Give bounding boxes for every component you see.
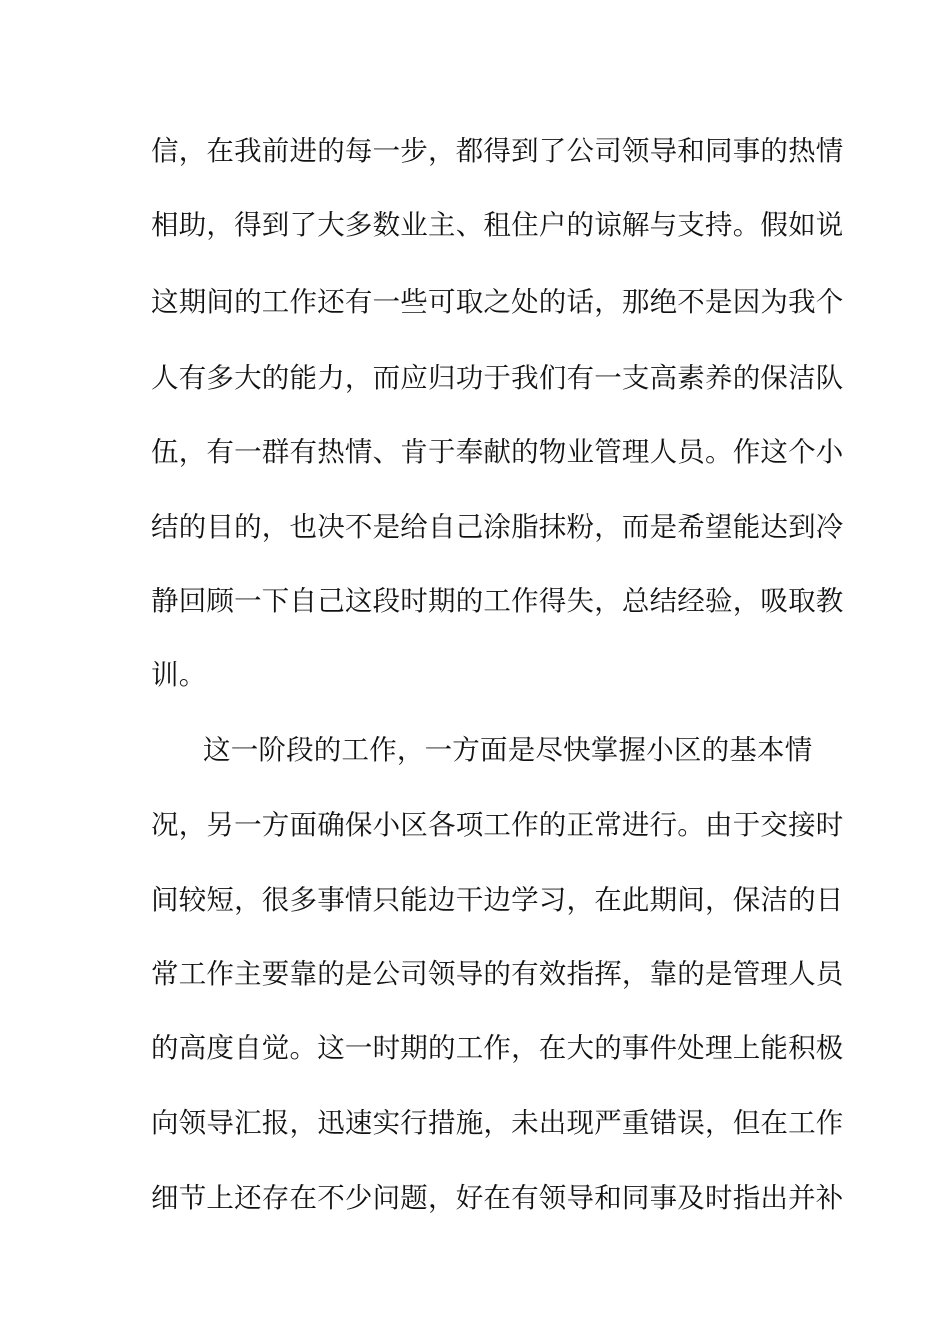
paragraph-line: 伍，有一群有热情、肯于奉献的物业管理人员。作这个小 [151,436,844,468]
paragraph-line: 的高度自觉。这一时期的工作，在大的事件处理上能积极 [151,1032,844,1064]
paragraph-line: 相助，得到了大多数业主、租住户的谅解与支持。假如说 [151,209,844,241]
paragraph-line: 人有多大的能力，而应归功于我们有一支高素养的保洁队 [151,362,844,394]
paragraph-line: 况，另一方面确保小区各项工作的正常进行。由于交接时 [151,809,844,841]
paragraph-line: 信，在我前进的每一步，都得到了公司领导和同事的热情 [151,135,844,167]
paragraph-line: 细节上还存在不少问题，好在有领导和同事及时指出并补 [151,1182,844,1214]
paragraph-line: 静回顾一下自己这段时期的工作得失，总结经验，吸取教 [151,585,844,617]
paragraph-line: 向领导汇报，迅速实行措施，未出现严重错误，但在工作 [151,1107,844,1139]
paragraph-line: 常工作主要靠的是公司领导的有效指挥，靠的是管理人员 [151,958,844,990]
paragraph-line: 间较短，很多事情只能边干边学习，在此期间，保洁的日 [151,884,844,916]
paragraph-first-line: 这一阶段的工作，一方面是尽快掌握小区的基本情 [203,734,813,766]
paragraph-line: 训。 [151,659,207,691]
paragraph-line: 这期间的工作还有一些可取之处的话，那绝不是因为我个 [151,286,844,318]
paragraph-line: 结的目的，也决不是给自己涂脂抹粉，而是希望能达到冷 [151,511,844,543]
